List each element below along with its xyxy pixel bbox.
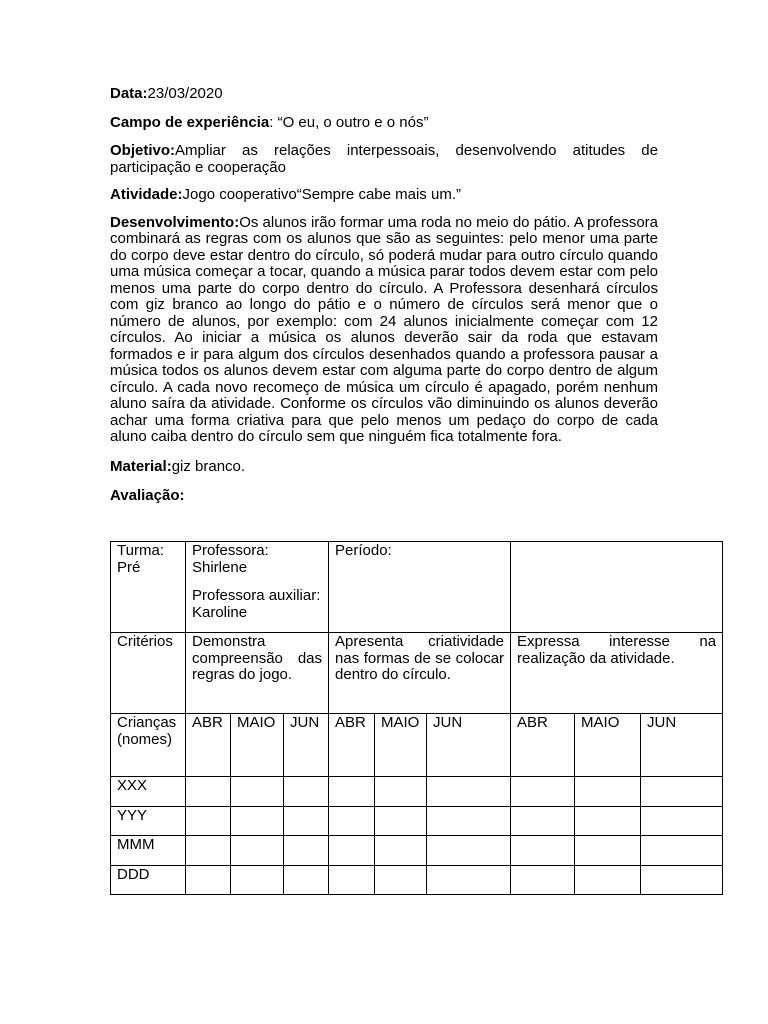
month-header: ABR xyxy=(511,714,575,777)
grade-cell xyxy=(641,866,723,895)
desenvolvimento-paragraph xyxy=(110,215,658,446)
table-header-row xyxy=(111,542,723,633)
professora-auxiliar-name: Professora auxiliar: Karoline xyxy=(192,587,321,621)
desenvolvimento-value: Os alunos irão formar uma roda no meio do pátio. A professora combinará as regras com os alunos que são as seguintes: pelo menor uma parte do corpo deve estar dentro do círculo, só poderá mudar para outro círculo quando uma música começar a tocar, quando a música parar todos devem estar com pelo menos uma parte do corpo dentro do círculo. A Professora desenhará círculos com giz branco ao longo do pátio e o número de círculos será menor que o número de alunos, por exemplo: com 24 alunos inicialmente começar com 12 círculos. Ao iniciar a música os alunos deverão sair da roda que estavam formados e ir para algum dos círculos desenhados quando a professora pausar a música todos os alunos devem estar com alguma parte do corpo dentro de algum círculo. A cada novo recomeço de música um círculo é apagado, porém nenhum aluno saíra da atividade. Conforme os círculos vão diminuindo os alunos deverão achar uma forma criativa para que pelo menos um pedaço do corpo de cada aluno caiba dentro do círculo sem que ninguém fica totalmente fora. xyxy=(110,213,658,445)
grade-cell xyxy=(375,777,427,807)
grade-cell xyxy=(231,777,284,807)
student-name: YYY xyxy=(111,807,186,836)
periodo-cell: Período: xyxy=(329,542,511,633)
grade-cell xyxy=(231,866,284,895)
grade-cell xyxy=(511,807,575,836)
objetivo-line xyxy=(110,143,658,176)
criterio-1: Demonstra compreensão das regras do jogo. xyxy=(186,633,329,714)
grade-cell xyxy=(575,777,641,807)
grade-cell xyxy=(641,777,723,807)
grade-cell xyxy=(186,866,231,895)
criterio-3: Expressa interesse na realização da atividade. xyxy=(511,633,723,714)
empty-header-cell xyxy=(511,542,723,633)
grade-cell xyxy=(186,836,231,866)
avaliacao-label: Avaliação: xyxy=(110,487,185,504)
campo-value: : “O eu, o outro e o nós” xyxy=(269,113,429,131)
date-value: 23/03/2020 xyxy=(147,85,223,102)
grade-cell xyxy=(427,866,511,895)
grade-cell xyxy=(575,836,641,866)
month-header: ABR xyxy=(329,714,375,777)
campo-line xyxy=(110,115,658,132)
campo-label: Campo de experiência xyxy=(110,113,270,131)
lesson-plan-document xyxy=(110,86,658,505)
grade-cell xyxy=(186,777,231,807)
grade-cell xyxy=(329,777,375,807)
turma-cell: Turma: Pré xyxy=(111,542,186,633)
table-row xyxy=(111,807,723,836)
material-line xyxy=(110,459,658,476)
avaliacao-line xyxy=(110,488,658,505)
objetivo-label: Objetivo: xyxy=(110,142,176,159)
grade-cell xyxy=(375,866,427,895)
evaluation-table xyxy=(110,541,723,895)
month-header: JUN xyxy=(427,714,511,777)
grade-cell xyxy=(427,807,511,836)
months-row xyxy=(111,714,723,777)
criterios-label: Critérios xyxy=(111,633,186,714)
grade-cell xyxy=(375,807,427,836)
atividade-label: Atividade: xyxy=(110,186,183,203)
month-header: MAIO xyxy=(375,714,427,777)
date-label: Data: xyxy=(110,85,148,102)
grade-cell xyxy=(641,807,723,836)
material-label: Material: xyxy=(110,457,172,475)
professora-cell xyxy=(186,542,329,633)
grade-cell xyxy=(284,836,329,866)
grade-cell xyxy=(284,866,329,895)
criterios-row xyxy=(111,633,723,714)
table-row xyxy=(111,777,723,807)
grade-cell xyxy=(641,836,723,866)
criancas-label: Crianças (nomes) xyxy=(111,714,186,777)
criterio-2: Apresenta criatividade nas formas de se colocar dentro do círculo. xyxy=(329,633,511,714)
professora-name: Professora: Shirlene xyxy=(192,542,269,576)
grade-cell xyxy=(231,836,284,866)
grade-cell xyxy=(284,807,329,836)
table-row xyxy=(111,836,723,866)
grade-cell xyxy=(329,836,375,866)
grade-cell xyxy=(511,866,575,895)
grade-cell xyxy=(511,836,575,866)
grade-cell xyxy=(511,777,575,807)
date-line xyxy=(110,86,658,103)
grade-cell xyxy=(427,836,511,866)
desenvolvimento-label: Desenvolvimento: xyxy=(110,213,240,231)
student-name: DDD xyxy=(111,866,186,895)
grade-cell xyxy=(575,866,641,895)
material-value: giz branco. xyxy=(171,457,246,475)
month-header: MAIO xyxy=(575,714,641,777)
grade-cell xyxy=(231,807,284,836)
grade-cell xyxy=(375,836,427,866)
grade-cell xyxy=(186,807,231,836)
objetivo-value: Ampliar as relações interpessoais, desenvolvendo atitudes de participação e cooperação xyxy=(110,142,658,176)
grade-cell xyxy=(427,777,511,807)
grade-cell xyxy=(329,866,375,895)
grade-cell xyxy=(284,777,329,807)
grade-cell xyxy=(329,807,375,836)
student-name: XXX xyxy=(111,777,186,807)
atividade-line xyxy=(110,187,658,204)
month-header: ABR xyxy=(186,714,231,777)
student-name: MMM xyxy=(111,836,186,866)
grade-cell xyxy=(575,807,641,836)
month-header: JUN xyxy=(284,714,329,777)
month-header: JUN xyxy=(641,714,723,777)
atividade-value: Jogo cooperativo“Sempre cabe mais um.” xyxy=(182,186,461,203)
table-row xyxy=(111,866,723,895)
month-header: MAIO xyxy=(231,714,284,777)
